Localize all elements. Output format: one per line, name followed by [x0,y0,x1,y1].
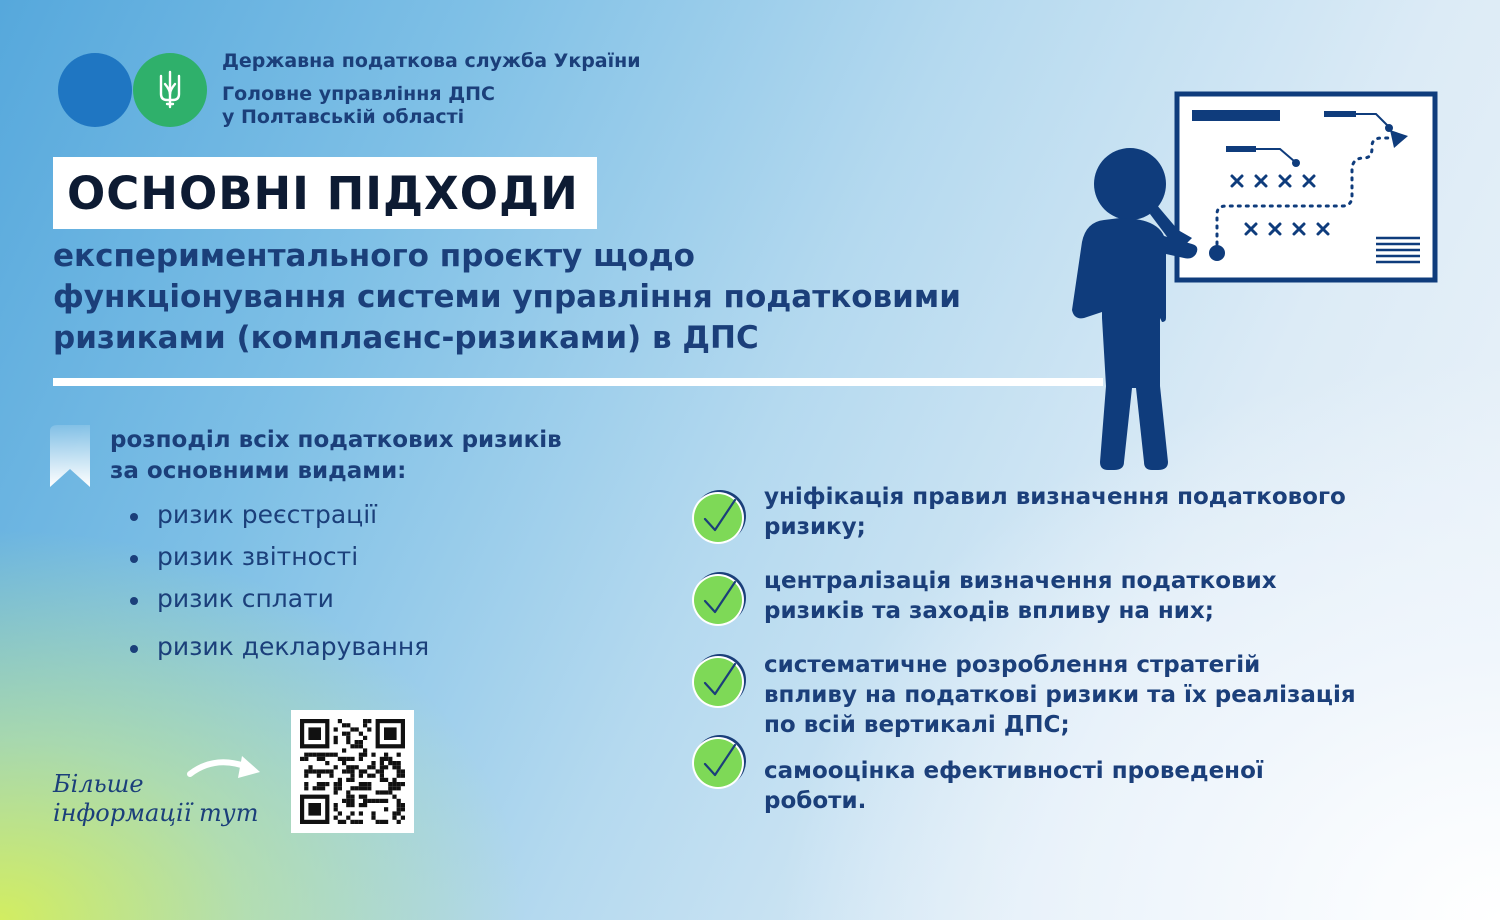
approach-item [689,733,747,795]
list-item: ризик декларування [130,632,429,674]
approach-item [689,488,747,550]
distribution-heading-line1: розподіл всіх податкових ризиків [110,427,562,453]
arrow-icon [186,752,266,788]
org-name: Державна податкова служба України [222,50,641,72]
qr-code-icon[interactable] [291,710,414,833]
check-icon [689,733,747,791]
more-info-line1: Більше [53,770,144,798]
approach-line: систематичне розроблення стратегій [764,652,1261,678]
approach-line: ризиків та заходів впливу на них; [764,598,1214,624]
page-subtitle [53,236,1093,359]
subtitle-line: експериментального проєкту щодо [53,238,695,274]
approach-item [689,652,747,714]
logo-green-circle [133,53,207,127]
risk-types-list [130,500,429,674]
approach-text [764,566,1277,626]
qr-code-graphic [291,710,414,833]
page-title-box [53,157,597,229]
check-icon [689,652,747,710]
approach-text [764,756,1264,816]
subtitle-line: функціонування системи управління податковими [53,279,961,315]
approach-line: по всій вертикалі ДПС; [764,712,1070,738]
approach-line: уніфікація правил визначення податкового [764,484,1346,510]
check-icon [689,570,747,628]
presenter-illustration-icon [1060,86,1445,476]
list-item: ризик реєстрації [130,500,429,542]
approach-text [764,482,1346,542]
org-department-line2: у Полтавській області [222,106,465,128]
divider [53,378,1103,386]
approach-line: роботи. [764,788,867,814]
list-item: ризик звітності [130,542,429,584]
org-department [222,83,495,129]
ribbon-icon [48,425,92,489]
distribution-heading [110,425,562,487]
page-title: ОСНОВНІ ПІДХОДИ [67,166,579,220]
distribution-heading-line2: за основними видами: [110,458,407,484]
list-item: ризик сплати [130,584,429,632]
approach-text [764,650,1356,740]
subtitle-line: ризиками (комплаєнс-ризиками) в ДПС [53,320,759,356]
logo-blue-circle [58,53,132,127]
trident-icon [157,70,183,110]
more-info-line2: інформації тут [53,799,259,827]
approach-line: самооцінка ефективності проведеної [764,758,1264,784]
check-icon [689,488,747,546]
approach-line: централізація визначення податкових [764,568,1277,594]
org-department-line1: Головне управління ДПС [222,83,496,105]
approach-line: ризику; [764,514,866,540]
approach-line: впливу на податкові ризики та їх реалізація [764,682,1356,708]
approach-item [689,570,747,632]
